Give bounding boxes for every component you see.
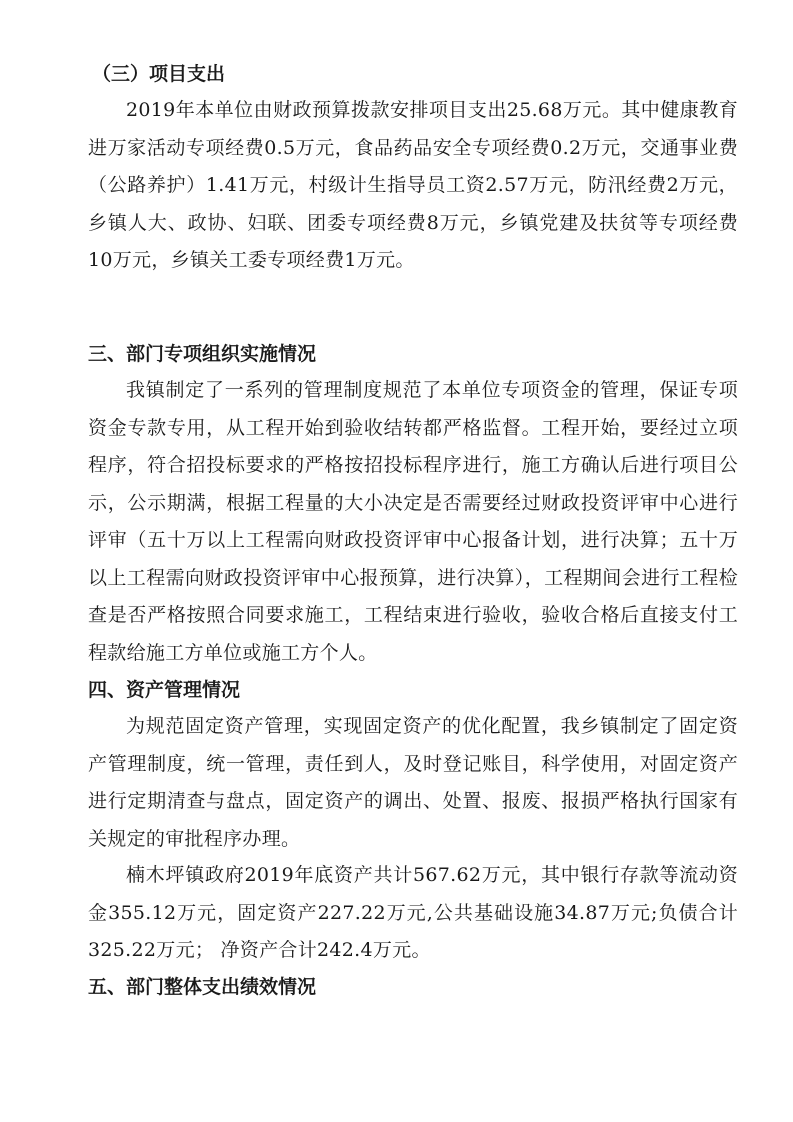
paragraph-asset-management-policy: 为规范固定资产管理，实现固定资产的优化配置，我乡镇制定了固定资产管理制度，统一管理，责任到人，及时登记账目，科学使用，对固定资产进行定期清查与盘点，固定资产的调出、处置、报废、报损严格执行国家有关规定的审批程序办理。: [88, 715, 738, 850]
section-heading-asset-management: 四、资产管理情况: [88, 679, 241, 701]
section-heading-project-expenditure: （三）项目支出: [92, 63, 226, 85]
paragraph-project-expenditure: 2019年本单位由财政预算拨款安排项目支出25.68万元。其中健康教育进万家活动专项经费0.5万元，食品药品安全专项经费0.2万元，交通事业费（公路养护）1.41万元，村级计生指导员工资2.57万元，防汛经费2万元，乡镇人大、政协、妇联、团委专项经费8万元，乡镇党建及扶贫等专项经费10万元，乡镇关工委专项经费1万元。: [88, 99, 738, 271]
paragraph-special-project-implementation: 我镇制定了一系列的管理制度规范了本单位专项资金的管理，保证专项资金专款专用，从工程开始到验收结转都严格监督。工程开始，要经过立项程序，符合招投标要求的严格按招投标程序进行，施工方确认后进行项目公示，公示期满，根据工程量的大小决定是否需要经过财政投资评审中心进行评审（五十万以上工程需向财政投资评审中心报备计划，进行决算；五十万以上工程需向财政投资评审中心报预算，进行决算），工程期间会进行工程检查是否严格按照合同要求施工，工程结束进行验收，验收合格后直接支付工程款给施工方单位或施工方个人。: [88, 379, 738, 664]
paragraph-asset-totals: 楠木坪镇政府2019年底资产共计567.62万元，其中银行存款等流动资金355.12万元，固定资产227.22万元,公共基础设施34.87万元;负债合计325.22万元； 净资产合计242.4万元。: [88, 864, 738, 961]
section-heading-special-project-implementation: 三、部门专项组织实施情况: [88, 343, 317, 365]
section-heading-overall-performance: 五、部门整体支出绩效情况: [88, 976, 317, 998]
